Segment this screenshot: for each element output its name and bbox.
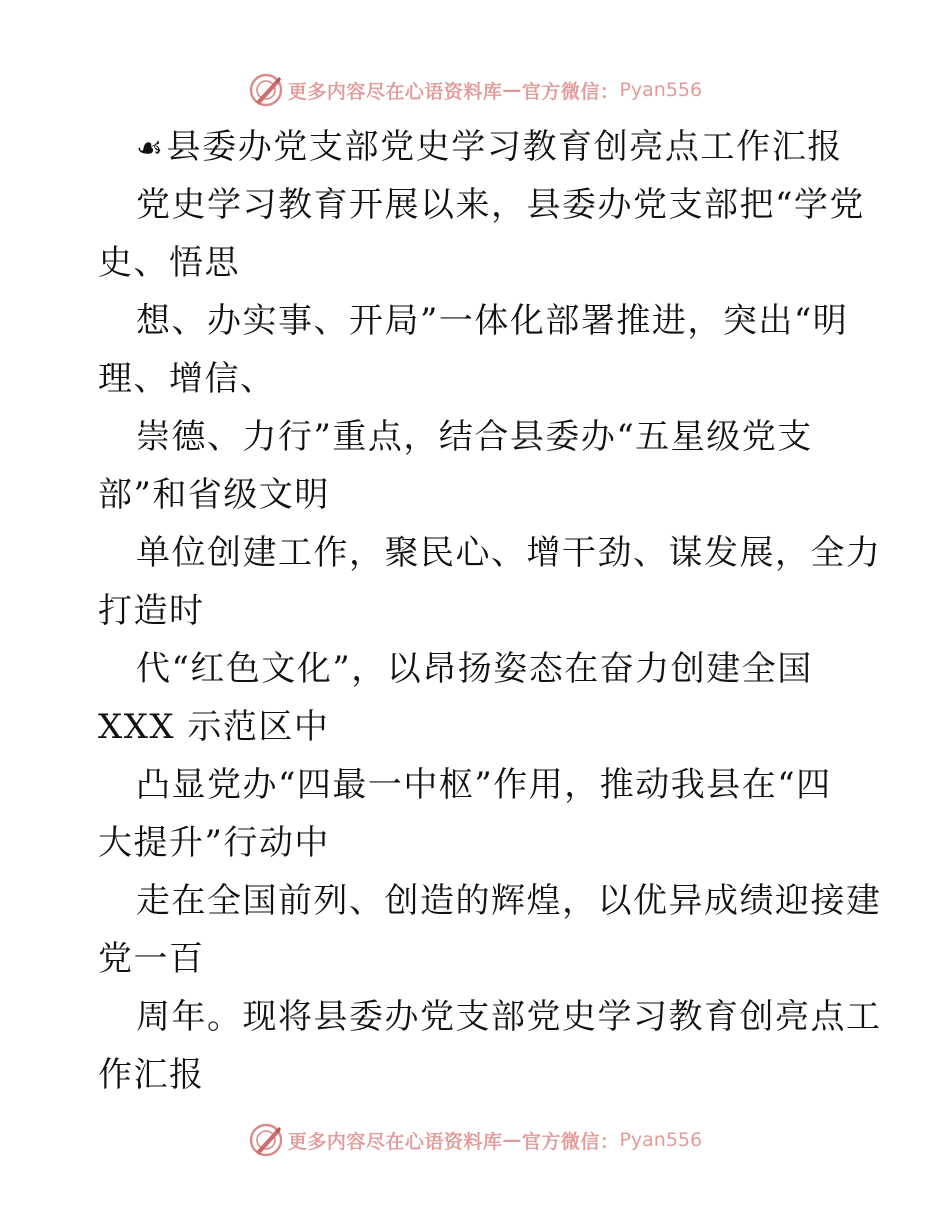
- body-line: 作汇报: [98, 1055, 205, 1095]
- body-line: 打造时: [98, 591, 205, 631]
- document-title: [136, 124, 843, 172]
- watermark-wechat-id: Pyan556: [619, 1129, 703, 1151]
- document-title-text: 县委办党支部党史学习教育创亮点工作汇报: [166, 127, 843, 167]
- body-line: 理、增信、: [98, 359, 276, 399]
- body-line: 党一百: [98, 939, 205, 979]
- body-line: 凸显党办“四最一中枢”作用，推动我县在“四: [136, 765, 832, 805]
- body-line: 代“红色文化”，以昂扬姿态在奋力创建全国: [136, 649, 813, 689]
- watermark-wechat-id: Pyan556: [619, 79, 703, 101]
- body-line: 党史学习教育开展以来，县委办党支部把“学党: [136, 185, 865, 225]
- pen-logo-icon: [248, 72, 284, 108]
- body-line: 史、悟思: [98, 243, 240, 283]
- body-line: 走在全国前列、创造的辉煌，以优异成绩迎接建: [136, 881, 882, 921]
- watermark-dash: —: [502, 79, 522, 101]
- watermark-banner-bottom: [0, 1120, 950, 1160]
- watermark-wechat-label: 官方微信：: [521, 1130, 620, 1153]
- fleuron-icon: ☙: [136, 131, 165, 166]
- watermark-site: 更多内容尽在心语资料库: [287, 1130, 503, 1153]
- body-line: 周年。现将县委办党支部党史学习教育创亮点工: [136, 997, 882, 1037]
- watermark-wechat-label: 官方微信：: [521, 80, 620, 103]
- body-line: 部”和省级文明: [98, 475, 330, 515]
- body-line: 大提升”行动中: [98, 823, 330, 863]
- body-line: XXX 示范区中: [98, 707, 330, 747]
- watermark-dash: —: [502, 1129, 522, 1151]
- watermark-banner-top: [0, 70, 950, 110]
- pen-logo-icon: [248, 1122, 284, 1158]
- watermark-site: 更多内容尽在心语资料库: [287, 80, 503, 103]
- body-line: 单位创建工作，聚民心、增干劲、谋发展，全力: [136, 533, 882, 573]
- body-line: 想、办实事、开局”一体化部署推进，突出“明: [136, 301, 849, 341]
- body-line: 崇德、力行”重点，结合县委办“五星级党支: [136, 417, 813, 457]
